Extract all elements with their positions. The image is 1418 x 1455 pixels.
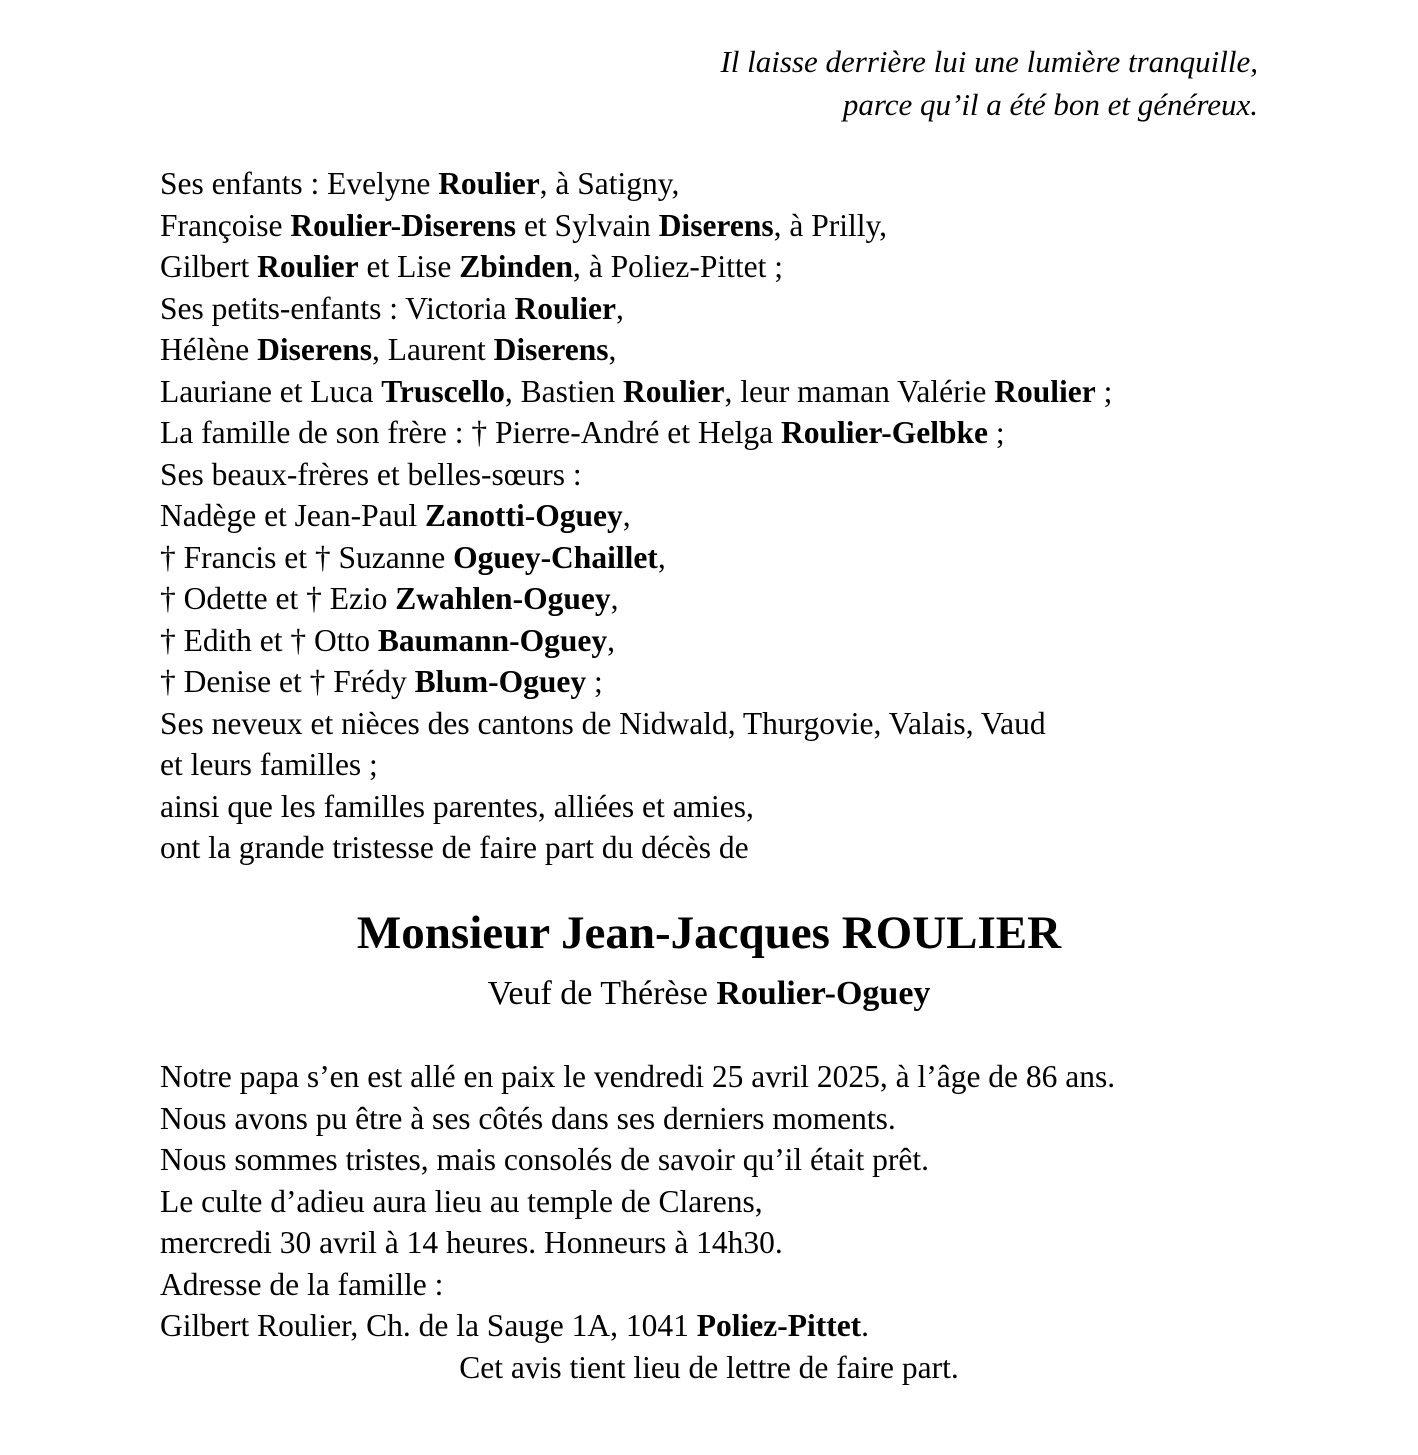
- text-line: Ses beaux-frères et belles-sœurs :: [160, 456, 582, 492]
- text-line: Lauriane et Luca Truscello, Bastien Roulier, leur maman Valérie Roulier ;: [160, 373, 1113, 409]
- text-line: La famille de son frère : † Pierre-André et Helga Roulier-Gelbke ;: [160, 415, 1005, 450]
- text-line: Adresse de la famille :: [160, 1266, 444, 1302]
- deceased-name-title: Monsieur Jean-Jacques ROULIER: [356, 907, 1062, 959]
- text-line: Ses neveux et nièces des cantons de Nidwald, Thurgovie, Valais, Vaud: [160, 705, 1046, 741]
- epigraph: [720, 40, 1258, 126]
- text-line: † Edith et † Otto Baumann-Oguey,: [160, 622, 616, 658]
- text-line: Le culte d’adieu aura lieu au temple de Clarens,: [160, 1183, 763, 1219]
- closing-line: Cet avis tient lieu de lettre de faire part.: [459, 1349, 959, 1385]
- announcement-block: [160, 1056, 1258, 1388]
- text-line: Ses petits-enfants : Victoria Roulier,: [160, 290, 624, 326]
- widower-subtitle: Veuf de Thérèse Roulier-Oguey: [487, 975, 931, 1012]
- text-line: Gilbert Roulier, Ch. de la Sauge 1A, 1041 Poliez-Pittet.: [160, 1308, 870, 1343]
- family-paragraph: [160, 163, 1112, 869]
- text-line: † Odette et † Ezio Zwahlen-Oguey,: [160, 581, 619, 616]
- text-line: Nadège et Jean-Paul Zanotti-Oguey,: [160, 498, 631, 533]
- announcement-paragraph: [160, 1056, 1258, 1347]
- text-line: et leurs familles ;: [160, 747, 378, 782]
- text-line: Notre papa s’en est allé en paix le vendredi 25 avril 2025, à l’âge de 86 ans.: [160, 1059, 1116, 1094]
- text-line: Françoise Roulier-Diserens et Sylvain Diserens, à Prilly,: [160, 207, 888, 243]
- text-line: Hélène Diserens, Laurent Diserens,: [160, 332, 617, 367]
- text-line: ont la grande tristesse de faire part du décès de: [160, 830, 749, 865]
- text-line: ainsi que les familles parentes, alliées et amies,: [160, 788, 754, 824]
- text-line: Gilbert Roulier et Lise Zbinden, à Poliez-Pittet ;: [160, 249, 783, 284]
- text-line: mercredi 30 avril à 14 heures. Honneurs à 14h30.: [160, 1225, 783, 1260]
- text-line: Ses enfants : Evelyne Roulier, à Satigny,: [160, 166, 680, 201]
- text-line: parce qu’il a été bon et généreux.: [842, 87, 1258, 122]
- text-line: Il laisse derrière lui une lumière tranquille,: [720, 44, 1258, 79]
- text-line: Nous avons pu être à ses côtés dans ses derniers moments.: [160, 1100, 896, 1136]
- text-line: Nous sommes tristes, mais consolés de savoir qu’il était prêt.: [160, 1142, 929, 1177]
- text-line: † Francis et † Suzanne Oguey-Chaillet,: [160, 539, 666, 575]
- text-line: † Denise et † Frédy Blum-Oguey ;: [160, 664, 603, 699]
